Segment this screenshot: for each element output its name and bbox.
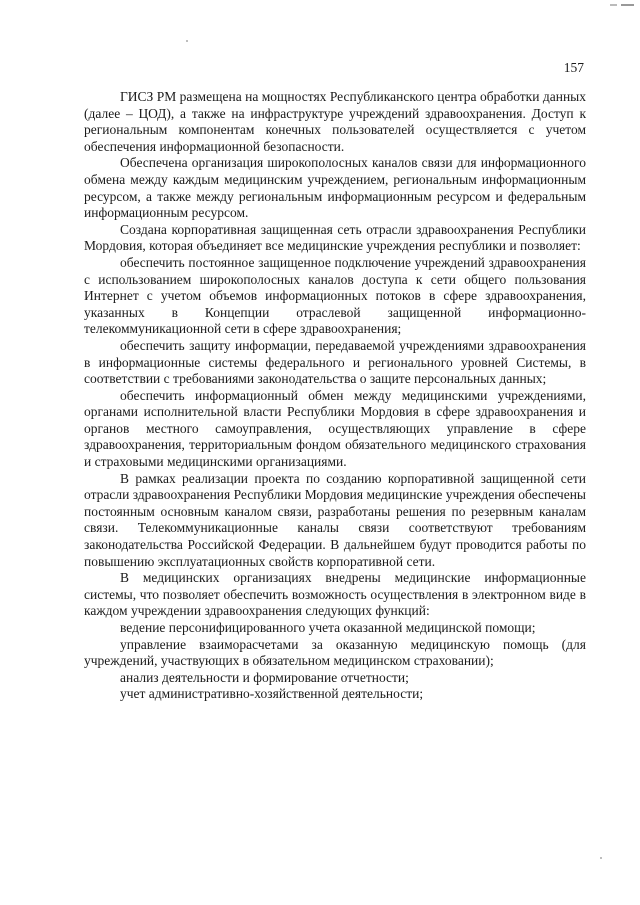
list-item-settlements-management: управление взаиморасчетами за оказанную медицинскую помощь (для учреждений, участвующих в обязательном медицинском страховании);	[84, 636, 586, 669]
page-number: 157	[563, 60, 584, 75]
paragraph-gisz-placement: ГИСЗ РМ размещена на мощностях Республиканского центра обработки данных (далее – ЦОД), а также на инфраструктуре учреждений здравоохранения. Доступ к региональным компонентам конечных пользователей осуществляется с учетом обеспечения информационной безопасности.	[84, 89, 586, 154]
scan-artifact	[610, 4, 634, 6]
list-item-information-exchange: обеспечить информационный обмен между медицинскими учреждениями, органами исполнительной власти Республики Мордовия в сфере здравоохранения и органов местного самоуправления, осуществляющих управление в сфере здравоохранения, территориальным фондом обязательного медицинского страхования и страховыми медицинскими организациями.	[84, 387, 586, 470]
paragraph-corporate-network: Создана корпоративная защищенная сеть отрасли здравоохранения Республики Мордовия, которая объединяет все медицинские учреждения республики и позволяет:	[84, 221, 586, 254]
list-item-activity-analysis: анализ деятельности и формирование отчетности;	[120, 669, 409, 685]
list-item-personalized-accounting: ведение персонифицированного учета оказанной медицинской помощи;	[120, 620, 536, 635]
list-item-administrative-accounting: учет административно-хозяйственной деятельности;	[120, 686, 424, 702]
list-item-data-protection: обеспечить защиту информации, передаваемой учреждениями здравоохранения в информационные системы федерального и регионального уровней Системы, в соответствии с требованиями законодательства о защите персональных данных;	[84, 337, 586, 387]
list-item-secure-connection: обеспечить постоянное защищенное подключение учреждений здравоохранения с использованием широкополосных каналов доступа к сети общего пользования Интернет с учетом объемов информационных потоков в сфере здравоохранения, указанных в Концепции отраслевой защищенной информационно-телекоммуникационной сети в сфере здравоохранения;	[84, 254, 586, 337]
paragraph-broadband-channels: Обеспечена организация широкополосных каналов связи для информационного обмена между каждым медицинским учреждением, региональным информационным ресурсом, а также между региональным информационным ресурсом и федеральным информационным ресурсом.	[84, 155, 586, 221]
paragraph-project-implementation: В рамках реализации проекта по созданию корпоративной защищенной сети отрасли здравоохранения Республики Мордовия медицинские учреждения обеспечены постоянным основным каналом связи, разработаны решения по резервным каналам связи. Телекоммуникационные каналы связи соответствуют требованиям законодательства Российской Федерации. В дальнейшем будут проводится работы по повышению эксплуатационных свойств корпоративной сети.	[84, 470, 586, 569]
scan-speck	[600, 857, 602, 859]
scan-speck	[186, 40, 188, 42]
document-body	[84, 89, 586, 703]
paragraph-medical-info-systems: В медицинских организациях внедрены медицинские информационные системы, что позволяет обеспечить возможность осуществления в электронном виде в каждом учреждении здравоохранения следующих функций:	[84, 570, 586, 619]
